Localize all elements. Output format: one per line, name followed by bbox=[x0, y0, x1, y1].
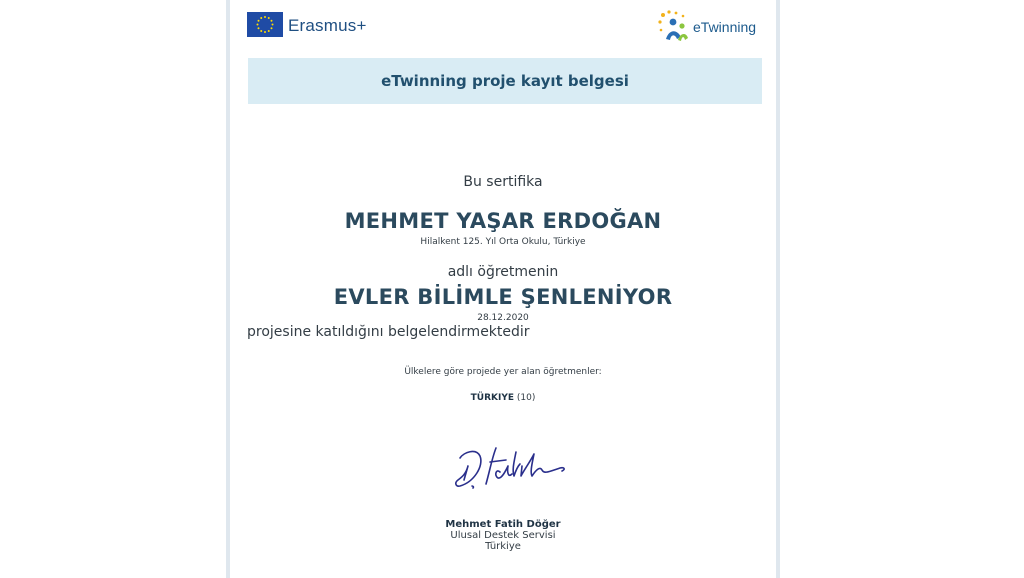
teacher-name: MEHMET YAŞAR ERDOĞAN bbox=[344, 209, 662, 233]
countries-label: Ülkelere göre projede yer alan öğretmenler: bbox=[404, 367, 602, 377]
country-count: (10) bbox=[516, 393, 536, 403]
certificate-document bbox=[230, 0, 776, 578]
country-entry bbox=[230, 393, 776, 403]
certificate-title: eTwinning proje kayıt belgesi bbox=[381, 72, 629, 90]
teacher-suffix-text: adlı öğretmenin bbox=[447, 264, 559, 280]
etwinning-label: eTwinning bbox=[693, 19, 757, 35]
signatory-name: Mehmet Fatih Döğer bbox=[445, 519, 561, 530]
etwinning-logo bbox=[657, 9, 756, 43]
participation-text: projesine katıldığını belgelendirmektedir bbox=[247, 324, 530, 340]
erasmus-label: Erasmus+ bbox=[288, 16, 367, 35]
signatory-country: Türkiye bbox=[485, 541, 521, 552]
intro-text: Bu sertifika bbox=[463, 174, 543, 190]
eu-flag-icon bbox=[247, 12, 283, 37]
etwinning-icon bbox=[657, 9, 691, 43]
right-page-edge bbox=[776, 0, 780, 578]
country-name: TÜRKIYE bbox=[470, 393, 514, 403]
handwritten-signature bbox=[450, 436, 570, 502]
title-banner bbox=[248, 58, 762, 104]
certificate-date: 28.12.2020 bbox=[477, 313, 529, 323]
signatory-organization: Ulusal Destek Servisi bbox=[450, 530, 556, 541]
project-name: EVLER BİLİMLE ŞENLENİYOR bbox=[333, 285, 673, 309]
erasmus-logo bbox=[247, 11, 367, 37]
school-name: Hilalkent 125. Yıl Orta Okulu, Türkiye bbox=[420, 237, 586, 247]
